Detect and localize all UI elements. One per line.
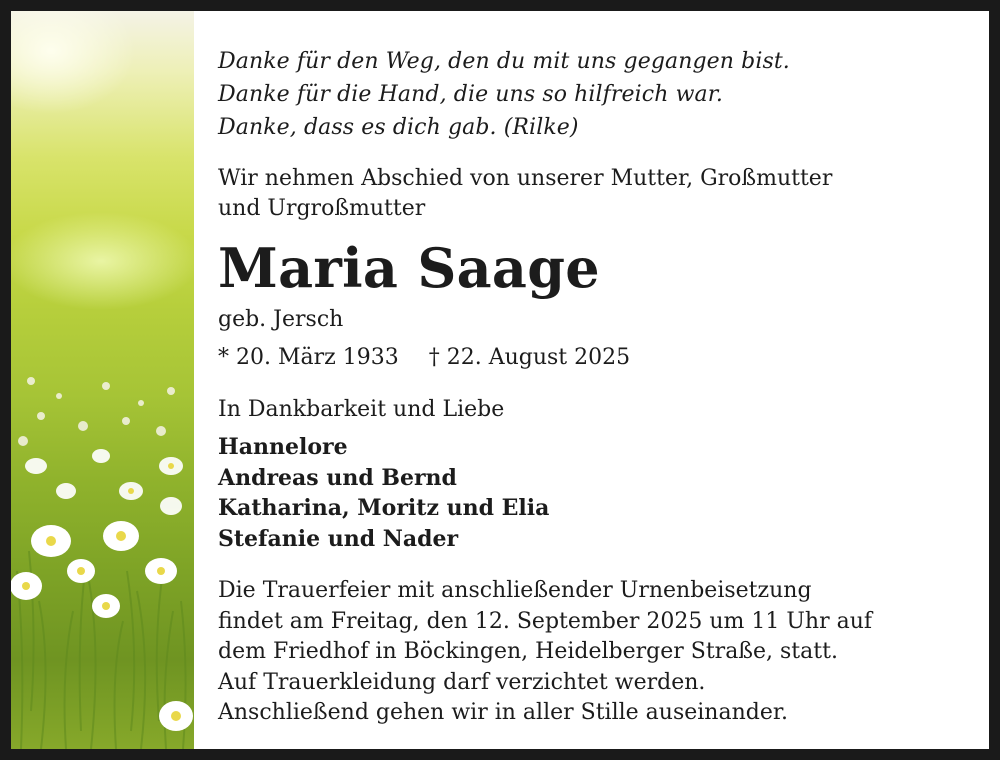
intro-line: Wir nehmen Abschied von unserer Mutter, Großmutter (218, 166, 833, 191)
mourner-name: Stefanie und Nader (218, 525, 459, 552)
service-line: Anschließend gehen wir in aller Stille auseinander. (218, 700, 788, 725)
life-dates (218, 342, 630, 374)
mourner-name: Katharina, Moritz und Elia (218, 495, 550, 521)
service-line: Auf Trauerkleidung darf verzichtet werden. (218, 669, 706, 695)
poem-line: Danke, dass es dich gab. (Rilke) (218, 115, 579, 140)
farewell-intro (218, 164, 832, 224)
maiden-name: geb. Jersch (218, 307, 344, 332)
poem-line: Danke für die Hand, die uns so hilfreich war. (218, 82, 724, 107)
flower-meadow-image (11, 11, 194, 749)
birth-date: * 20. März 1933 (218, 345, 399, 370)
deceased-name: Maria Saage (218, 236, 600, 300)
funeral-service-info (218, 576, 872, 729)
service-line: findet am Freitag, den 12. September 2025 um 11 Uhr auf (218, 608, 873, 634)
gratitude-line: In Dankbarkeit und Liebe (218, 397, 505, 422)
service-line: dem Friedhof in Böckingen, Heidelberger Straße, statt. (218, 639, 838, 664)
death-date: † 22. August 2025 (428, 345, 631, 370)
poem-line: Danke für den Weg, den du mit uns gegangen bist. (218, 49, 790, 74)
intro-line: und Urgroßmutter (218, 196, 426, 221)
poem-quote (218, 45, 790, 144)
mourner-name: Hannelore (218, 434, 348, 460)
meadow-flowers-graphic (11, 11, 194, 749)
mourners-list (218, 432, 549, 554)
service-line: Die Trauerfeier mit anschließender Urnenbeisetzung (218, 578, 812, 603)
mourner-name: Andreas und Bernd (218, 464, 457, 491)
